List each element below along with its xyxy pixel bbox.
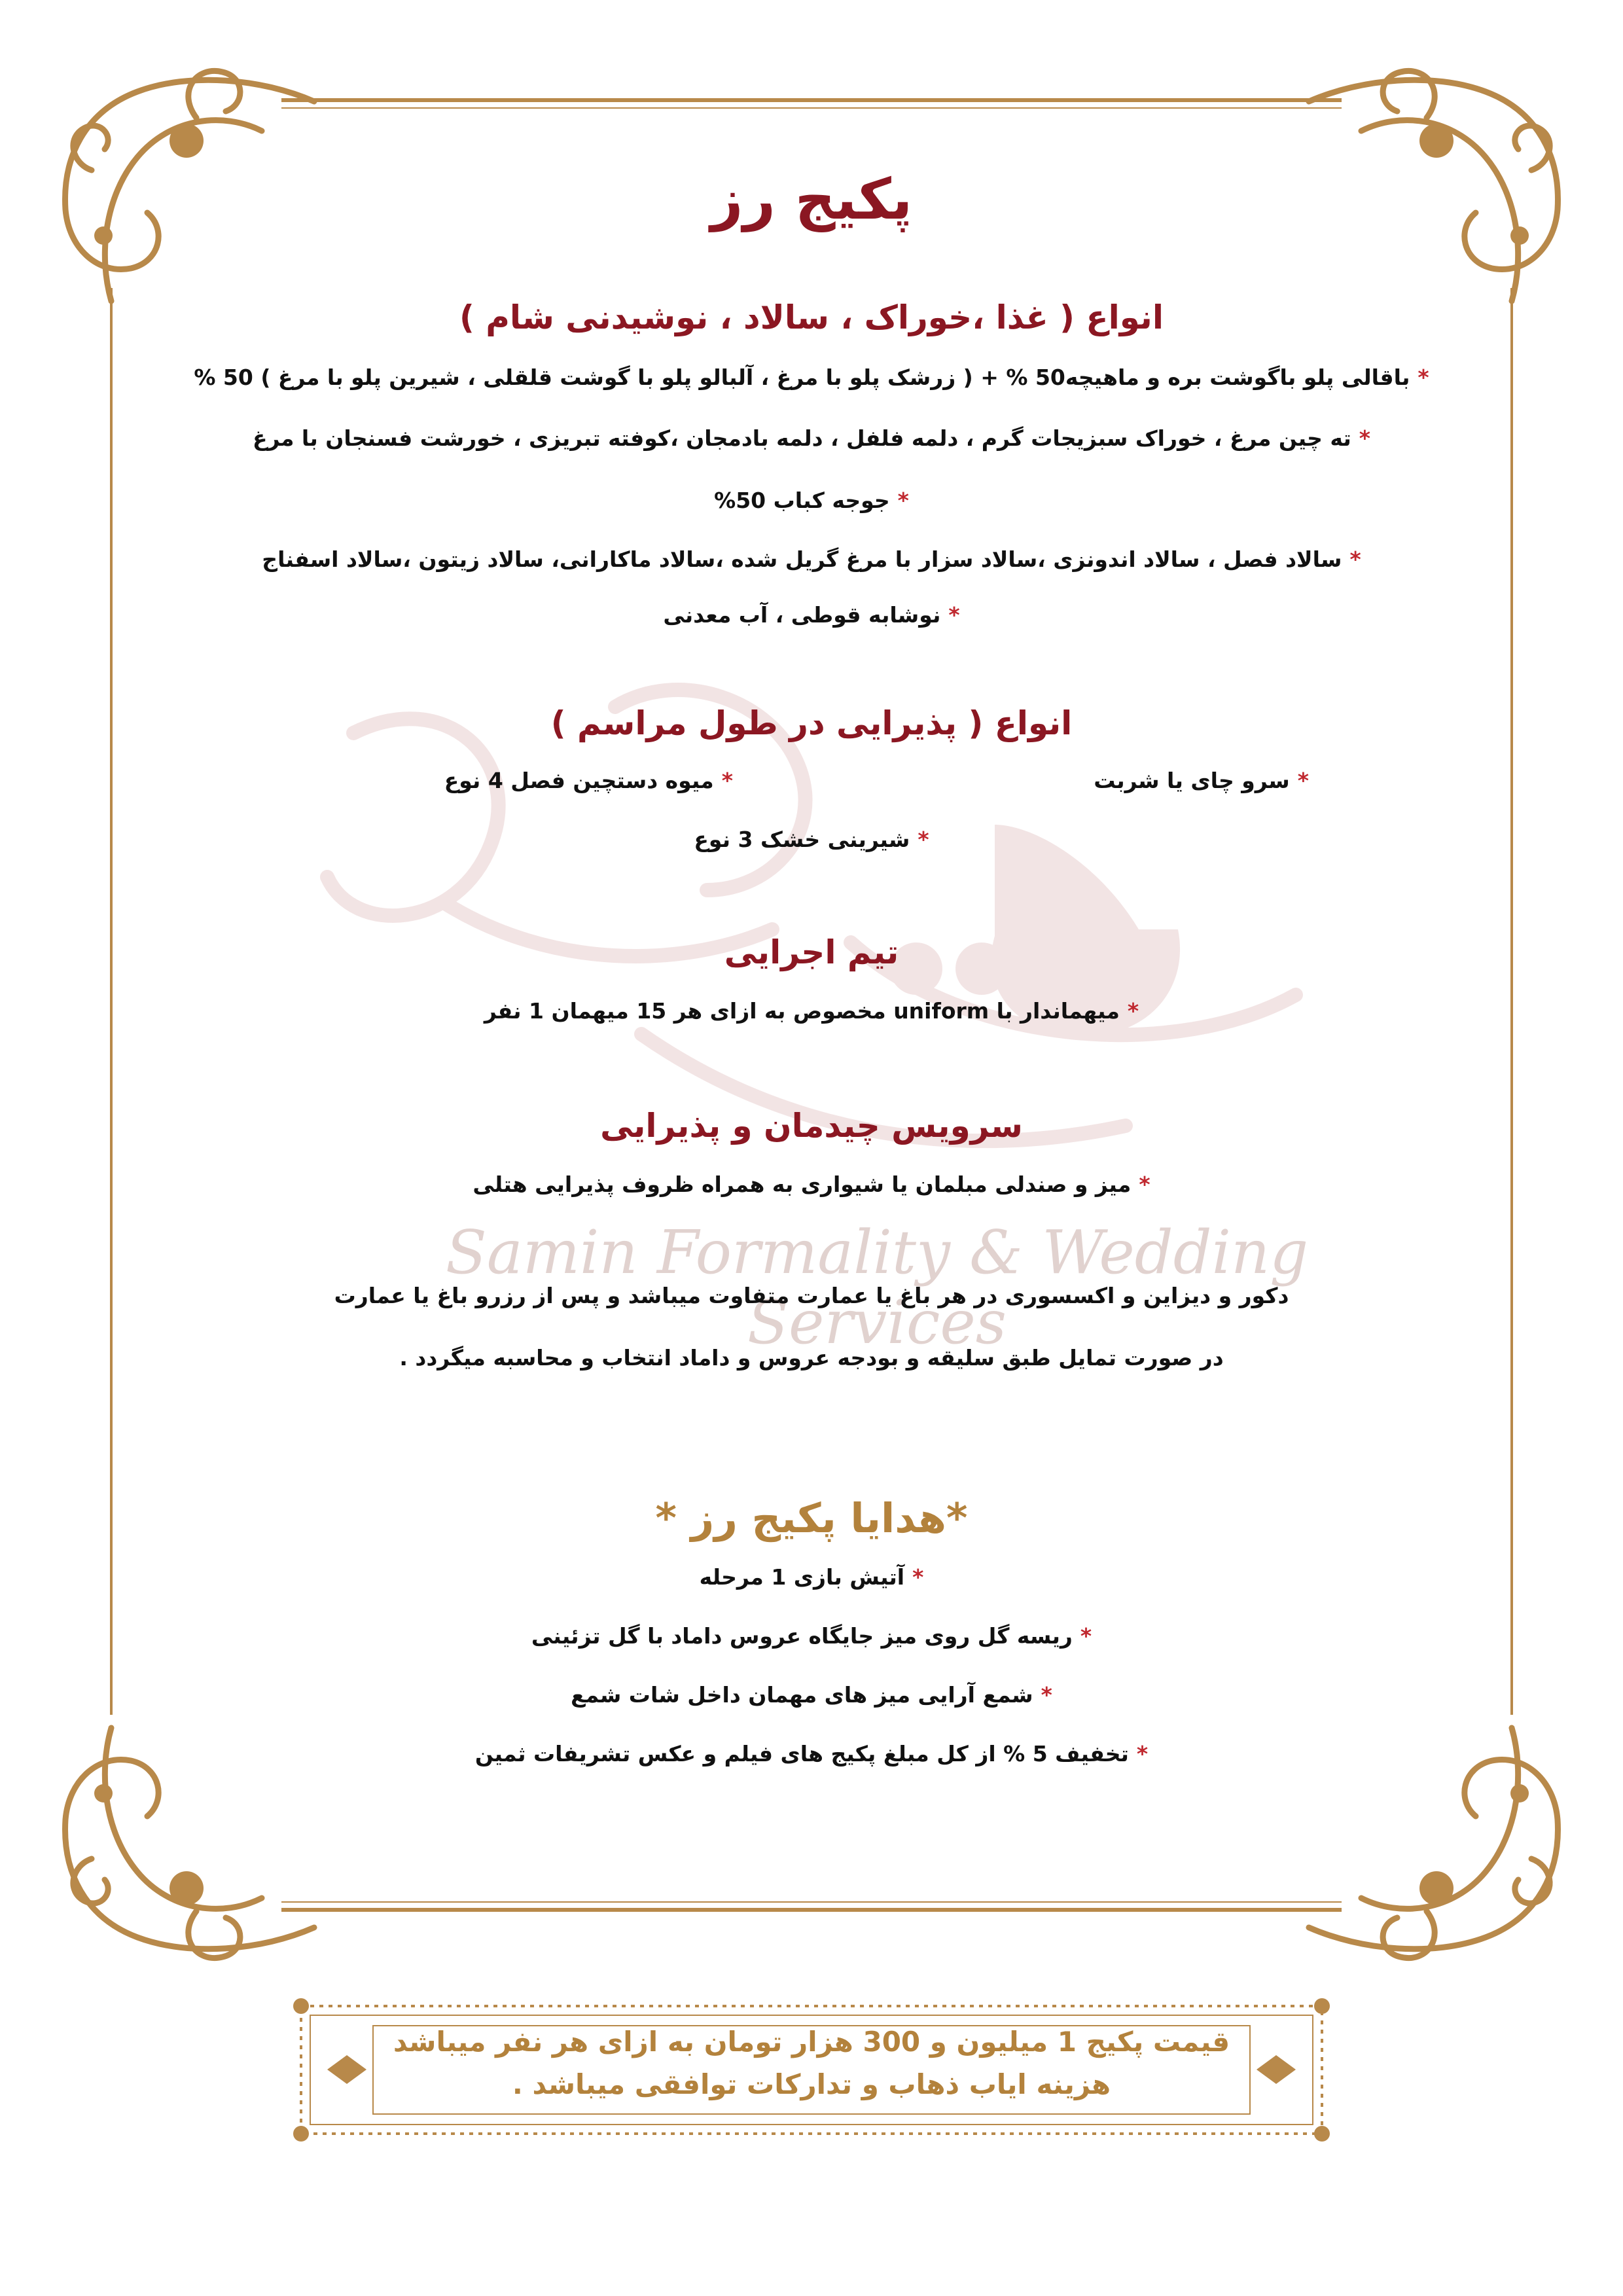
watermark-brand-text: Samin Formality & Wedding Services — [445, 1217, 1309, 1357]
team-line-text: میهماندار با uniform مخصوص به ازای هر 15 میهمان 1 نفر — [484, 998, 1120, 1024]
setup-note-1: دکور و دیزاین و اکسسوری در هر باغ یا عمارت متفاوت میباشد و پس از رزرو باغ یا عمارت — [334, 1283, 1289, 1308]
section-title-gifts: *هدایا پکیج رز * — [655, 1494, 968, 1542]
dinner-line-text: نوشابه قوطی ، آب معدنی — [663, 602, 941, 628]
team-line — [164, 995, 1459, 1028]
bullet-icon: * — [1418, 365, 1429, 390]
gift-line — [164, 1679, 1459, 1712]
bullet-icon: * — [1136, 1741, 1149, 1767]
gift-line — [164, 1620, 1459, 1653]
section-title-setup: سرویس چیدمان و پذیرایی — [600, 1107, 1023, 1145]
dinner-line-text: سالاد فصل ، سالاد اندونزی ،سالاد سزار با مرغ گریل شده ،سالاد ماکارانی، سالاد زیتون ،سالاد اسفناج — [262, 547, 1342, 572]
gift-line-text: آتیش بازی 1 مرحله — [699, 1564, 905, 1590]
frame-bottom-line — [281, 1908, 1342, 1912]
bullet-icon: * — [1297, 768, 1309, 793]
frame-left-line — [110, 288, 113, 1715]
section-title-reception: انواع ( پذیرایی در طول مراسم ) — [550, 704, 1073, 742]
reception-item-text: سرو چای یا شربت — [1094, 768, 1290, 793]
setup-line-text: میز و صندلی مبلمان یا شیواری به همراه ظروف پذیرایی هتلی — [473, 1172, 1132, 1197]
bullet-icon: * — [1359, 425, 1371, 451]
bullet-icon: * — [1041, 1682, 1052, 1708]
frame-bottom-line-inner — [281, 1901, 1342, 1903]
gift-line-text: تخفیف 5 % از کل مبلغ پکیج های فیلم و عکس تشریفات ثمین — [474, 1741, 1129, 1767]
bullet-icon: * — [721, 768, 733, 793]
dinner-line-text: جوجه کباب 50% — [714, 488, 890, 513]
bullet-icon: * — [1080, 1623, 1092, 1649]
dinner-line-text: ته چین مرغ ، خوراک سبزیجات گرم ، دلمه فلفل ، دلمه بادمجان ،کوفته تبریزی ، خورشت فسنجان با مرغ — [252, 425, 1351, 451]
setup-note-2: در صورت تمایل طبق سلیقه و بودجه عروس و داماد انتخاب و محاسبه میگردد . — [399, 1345, 1224, 1371]
section-title-team: تیم اجرایی — [724, 933, 899, 971]
bullet-icon: * — [912, 1564, 924, 1590]
dinner-line — [164, 361, 1459, 394]
gift-line — [164, 1738, 1459, 1770]
reception-item-sweets — [164, 823, 1459, 856]
price-line-2: هزینه ایاب ذهاب و تدارکات توافقی میباشد . — [512, 2068, 1111, 2100]
price-line-1: قیمت پکیج 1 میلیون و 300 هزار تومان به ازای هر نفر میباشد — [393, 2026, 1230, 2058]
frame-top-line — [281, 98, 1342, 102]
bullet-icon: * — [897, 488, 909, 513]
frame-top-line-inner — [281, 107, 1342, 109]
dinner-line — [164, 422, 1459, 455]
reception-item-tea — [1034, 764, 1309, 797]
reception-item-text: شیرینی خشک 3 نوع — [694, 827, 910, 852]
section-title-dinner: انواع ( غذا ،خوراک ، سالاد ، نوشیدنی شام ) — [459, 298, 1164, 336]
bullet-icon: * — [1349, 547, 1361, 572]
page-title: پکیج رز — [710, 167, 913, 232]
dinner-line — [164, 484, 1459, 517]
reception-item-text: میوه دستچین فصل 4 نوع — [444, 768, 714, 793]
bullet-icon: * — [918, 827, 929, 852]
bullet-icon: * — [948, 602, 960, 628]
bullet-icon: * — [1127, 998, 1139, 1024]
frame-right-line — [1510, 288, 1513, 1715]
setup-line — [164, 1168, 1459, 1201]
reception-item-fruit — [366, 764, 733, 797]
dinner-line-text: باقالی پلو باگوشت بره و ماهیچه50 % + ( زرشک پلو با مرغ ، آلبالو پلو با گوشت قلقلی ، شیرین پلو با مرغ ) 50 % — [194, 365, 1410, 390]
gift-line-text: شمع آرایی میز های مهمان داخل شات شمع — [571, 1682, 1033, 1708]
dinner-line — [164, 599, 1459, 632]
bullet-icon: * — [1139, 1172, 1150, 1197]
gift-line-text: ریسه گل روی میز جایگاه عروس داماد با گل تزئینی — [531, 1623, 1073, 1649]
gift-line — [164, 1561, 1459, 1594]
dinner-line — [164, 543, 1459, 576]
